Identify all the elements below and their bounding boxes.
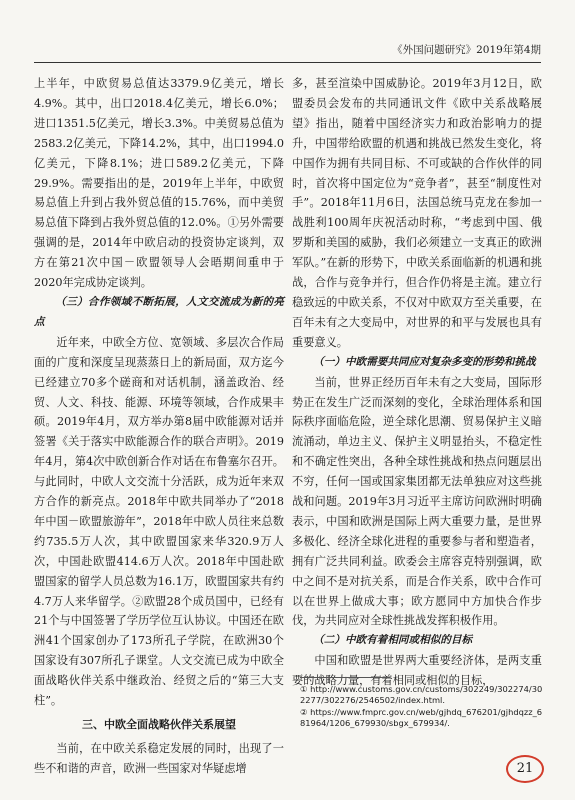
- page-number-text: 21: [516, 761, 534, 776]
- footnote-divider: [300, 677, 390, 678]
- footnote-1: ① http://www.customs.gov.cn/customs/302249/302274/302277/302276/2546502/index.html.: [300, 684, 543, 705]
- section-heading-3: 三、中欧全面战略伙伴关系展望: [82, 718, 236, 731]
- subsection-heading-3: （三）合作领域不断拓展，人文交流成为新的亮点: [34, 295, 284, 328]
- left-paragraph-2: 近年来，中欧全方位、宽领域、多层次合作局面的广度和深度呈现蒸蒸日上的新局面，双方迄今已经建立70多个磋商和对话机制，涵盖政治、经贸、人文、科技、能源、环境等领域，合作成果丰硕。2019年4月，双方举办第8届中欧能源对话并签署《关于落实中欧能源合作的联合声明》。2019年4月，第4次中欧创新合作对话在布鲁塞尔召开。与此同时，中欧人文交流十分活跃，成为近年来双方合作的新亮点。2018年中欧共同举办了“2018年中国－欧盟旅游年”，2018年中欧人员往来总数约735.5万人次，其中欧盟国家来华320.9万人次，中国赴欧盟414.6万人次。2018年中国赴欧盟国家的留学人员总数为16.1万，欧盟国家共有约4.7万人来华留学。②欧盟28个成员国中，已经有21个与中国签署了学历学位互认协议。中国还在欧洲41个国家创办了173所孔子学院，在欧洲30个国家设有307所孔子课堂。人文交流已成为中欧全面战略伙伴关系中继政治、经贸之后的“第三大支柱”。: [34, 335, 284, 708]
- left-paragraph-3: 当前，在中欧关系稳定发展的同时，出现了一些不和谐的声音，欧洲一些国家对华疑虑增: [34, 742, 284, 775]
- right-paragraph-1: 多，甚至渲染中国威胁论。2019年3月12日，欧盟委员会发布的共同通讯文件《欧中关系战略展望》指出，随着中国经济实力和政治影响力的提升，中国带给欧盟的机遇和挑战已然发生变化，将中国作为拥有共同目标、不可或缺的合作伙伴的同时，首次将中国定位为“竞争者”，甚至“制度性对手”。2018年11月6日，法国总统马克龙在参加一战胜利100周年庆祝活动时称，“考虑到中国、俄罗斯和美国的威胁，我们必须建立一支真正的欧洲军队。”在新的形势下，中欧关系面临新的机遇和挑战，合作与竞争并行，但合作仍将是主流。建立行稳致远的中欧关系，不仅对中欧双方至关重要，在百年未有之大变局中，对世界的和平与发展也具有重要意义。: [292, 77, 542, 349]
- left-column: [34, 74, 284, 779]
- page-number: [506, 755, 544, 783]
- right-paragraph-2: 当前，世界正经历百年未有之大变局，国际形势正在发生广泛而深刻的变化，全球治理体系和国际秩序面临危险，逆全球化思潮、贸易保护主义暗流涌动，单边主义、保护主义明显抬头，不稳定性和不确定性突出，各种全球性挑战和热点问题层出不穷，任何一国或国家集团都无法单独应对这些挑战和问题。2019年3月习近平主席访问欧洲时明确表示，中国和欧洲是国际上两大重要力量，是世界多极化、经济全球化进程的重要参与者和塑造者，拥有广泛共同利益。欧委会主席容克特别强调，欧中之间不是对抗关系，而是合作关系，欧中合作可以在世界上做成大事；欧方愿同中方加快合作步伐，为共同应对全球性挑战发挥积极作用。: [292, 375, 542, 628]
- subsection-heading-1: （一）中欧需要共同应对复杂多变的形势和挑战: [313, 355, 536, 368]
- footnote-2: ② https://www.fmprc.gov.cn/web/gjhdq_676201/gjhdqzz_681964/1206_679930/sbgx_679934/.: [300, 707, 543, 728]
- left-paragraph-1: 上半年，中欧贸易总值达3379.9亿美元，增长4.9%。其中，出口2018.4亿美元，增长6.0%；进口1351.5亿美元，增长3.3%。中美贸易总值为2583.2亿美元，下降14.2%，其中，出口1994.0亿美元，下降8.1%；进口589.2亿美元，下降29.9%。需要指出的是，2019年上半年，中欧贸易总值上升到占我外贸总值的15.76%，而中美贸易总值下降到占我外贸总值的12.0%。①另外需要强调的是，2014年中欧启动的投资协定谈判，双方在第21次中国－欧盟领导人会晤期间重申于2020年完成协定谈判。: [34, 77, 284, 290]
- running-header: [34, 40, 541, 63]
- right-column: [292, 74, 542, 691]
- subsection-heading-2: （二）中欧有着相同或相似的目标: [313, 634, 473, 647]
- footnotes: [300, 684, 545, 730]
- right-paragraph-3: 中国和欧盟是世界两大重要经济体，是两支重要的战略力量，有着相同或相似的目标，: [292, 654, 542, 688]
- journal-title: 《外国问题研究》2019年第4期: [392, 44, 541, 56]
